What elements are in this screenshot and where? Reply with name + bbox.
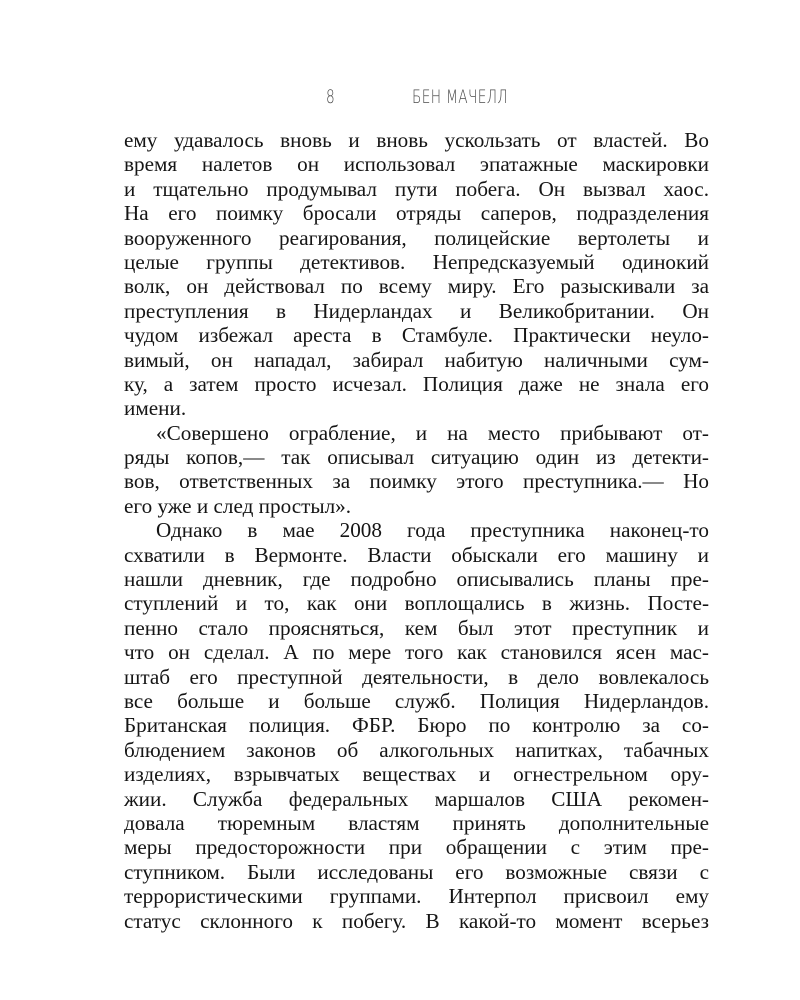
text-line: пенно стало проясняться, кем был этот преступник и [124, 615, 709, 640]
text-line: вооруженного реагирования, полицейские вертолеты и [124, 225, 709, 250]
paragraph [124, 128, 709, 421]
text-line: ему удавалось вновь и вновь ускользать от властей. Во [124, 128, 709, 152]
text-line: нашли дневник, где подробно описывались планы пре- [124, 567, 709, 592]
text-line: все больше и больше служб. Полиция Нидерландов. [124, 688, 709, 713]
text-line: статус склонного к побегу. В какой-то момент всерьез [124, 908, 709, 933]
text-line: блюдением законов об алкогольных напитках, табачных [124, 737, 709, 762]
text-line: изделиях, взрывчатых веществах и огнестрельном ору- [124, 762, 709, 787]
text-line: штаб его преступной деятельности, в дело вовлекалось [124, 664, 709, 689]
text-line: ряды копов,— так описывал ситуацию один из детекти- [124, 445, 709, 470]
text-line: вов, ответственных за поимку этого преступника.— Но [124, 469, 709, 494]
text-line: вимый, он нападал, забирал набитую наличными сум- [124, 347, 709, 372]
page-number: 8 [326, 86, 335, 108]
text-line: На его поимку бросали отряды саперов, подразделения [124, 201, 709, 226]
text-line: волк, он действовал по всему миру. Его разыскивали за [124, 274, 709, 299]
text-line: целые группы детективов. Непредсказуемый одинокий [124, 249, 709, 274]
text-line: террористическими группами. Интерпол присвоил ему [124, 884, 709, 909]
text-line: чудом избежал ареста в Стамбуле. Практически неуло- [124, 323, 709, 348]
text-line: меры предосторожности при обращении с этим пре- [124, 835, 709, 860]
text-line: время налетов он использовал эпатажные маскировки [124, 152, 709, 177]
book-author: БЕН МАЧЕЛЛ [412, 86, 509, 108]
text-line: ку, а затем просто исчезал. Полиция даже не знала его [124, 371, 709, 396]
text-line: жии. Служба федеральных маршалов США рекомен- [124, 786, 709, 811]
text-line: ступником. Были исследованы его возможные связи с [124, 859, 709, 884]
text-line: и тщательно продумывал пути побега. Он вызвал хаос. [124, 176, 709, 201]
text-line: довала тюремным властям принять дополнительные [124, 810, 709, 835]
text-line: Однако в мае 2008 года преступника наконец-то [156, 518, 709, 543]
text-line: «Совершено ограбление, и на место прибывают от- [156, 420, 709, 445]
running-head [0, 86, 800, 112]
text-line: его уже и след простыл». [124, 493, 352, 518]
text-line: ступлений и то, как они воплощались в жизнь. Посте- [124, 591, 709, 616]
text-line: преступления в Нидерландах и Великобритании. Он [124, 298, 709, 323]
paragraph [124, 518, 709, 933]
body-text [124, 128, 709, 933]
text-line: схватили в Вермонте. Власти обыскали его машину и [124, 542, 709, 567]
text-line: имени. [124, 396, 187, 421]
paragraph [124, 421, 709, 519]
text-line: Британская полиция. ФБР. Бюро по контролю за со- [124, 713, 709, 738]
text-line: что он сделал. А по мере того как становился ясен мас- [124, 640, 709, 665]
